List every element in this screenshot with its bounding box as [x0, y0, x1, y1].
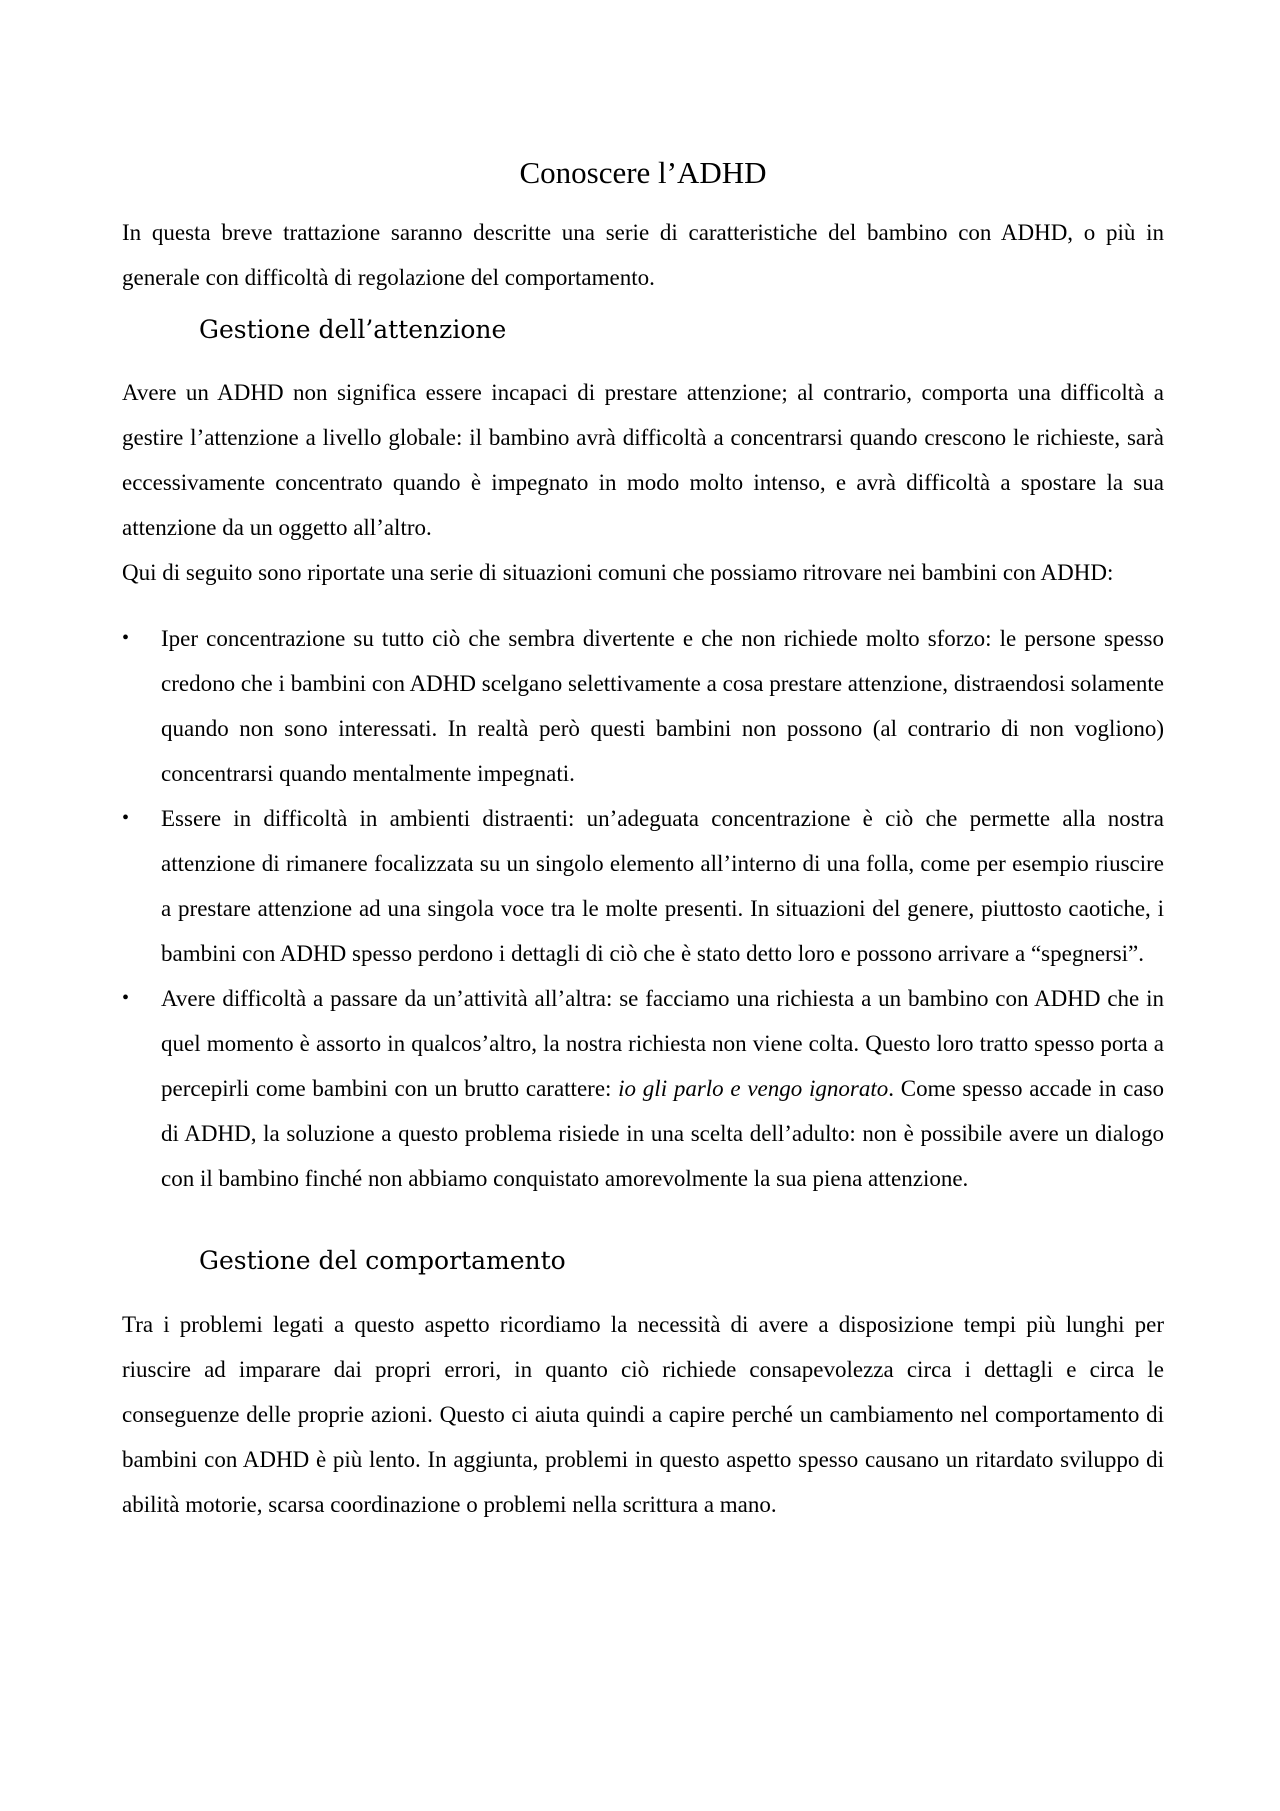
attention-paragraph-1: Avere un ADHD non significa essere incapaci di prestare attenzione; al contrario, comporta una difficoltà a gestire l’attenzione a livello globale: il bambino avrà difficoltà a concentrarsi quando crescono le richieste, sarà eccessivamente concentrato quando è impegnato in modo molto intenso, e avrà difficoltà a spostare la sua attenzione da un oggetto all’altro. — [122, 380, 1164, 540]
bullet-icon: • — [122, 987, 130, 1009]
intro-paragraph: In questa breve trattazione saranno descritte una serie di caratteristiche del bambino con ADHD, o più in generale con difficoltà di regolazione del comportamento. — [122, 220, 1164, 290]
behavior-paragraph-1: Tra i problemi legati a questo aspetto ricordiamo la necessità di avere a disposizione tempi più lunghi per riuscire ad imparare dai propri errori, in quanto ciò richiede consapevolezza circa i dettagli e circa le conseguenze delle proprie azioni. Questo ci aiuta quindi a capire perché un cambiamento nel comportamento di bambini con ADHD è più lento. In aggiunta, problemi in questo aspetto spesso causano un ritardato sviluppo di abilità motorie, scarsa coordinazione o problemi nella scrittura a mano. — [122, 1312, 1164, 1517]
list-item — [122, 976, 1164, 1201]
section-heading-behavior: Gestione del comportamento — [199, 1246, 566, 1275]
list-item-text-after: . Come spesso accade in caso di ADHD, la soluzione a questo problema risiede in una scelta dell’adulto: non è possibile avere un dialogo con il bambino finché non abbiamo conquistato amorevolmente la sua piena attenzione. — [161, 1076, 1164, 1191]
list-item-text-before: Avere difficoltà a passare da un’attività all’altra: se facciamo una richiesta a un bambino con ADHD che in quel momento è assorto in qualcos’altro, la nostra richiesta non viene colta. Questo loro tratto spesso porta a percepirli come bambini con un brutto carattere: — [161, 986, 1164, 1101]
list-item-text-italic: io gli parlo e vengo ignorato — [618, 1076, 889, 1101]
bullet-icon: • — [122, 627, 130, 649]
list-item — [122, 616, 1164, 796]
attention-paragraph-2: Qui di seguito sono riportate una serie di situazioni comuni che possiamo ritrovare nei bambini con ADHD: — [122, 560, 1114, 585]
attention-bullet-list — [122, 616, 1164, 1201]
list-item-text: Iper concentrazione su tutto ciò che sembra divertente e che non richiede molto sforzo: le persone spesso credono che i bambini con ADHD scelgano selettivamente a cosa prestare attenzione, distraendosi solamente quando non sono interessati. In realtà però questi bambini non possono (al contrario di non vogliono) concentrarsi quando mentalmente impegnati. — [161, 626, 1164, 786]
list-item — [122, 796, 1164, 976]
document-title: Conoscere l’ADHD — [519, 155, 767, 190]
bullet-icon: • — [122, 807, 130, 829]
section-heading-attention: Gestione dell’attenzione — [199, 315, 507, 344]
document-page — [122, 150, 1164, 1527]
list-item-text: Essere in difficoltà in ambienti distraenti: un’adeguata concentrazione è ciò che permette alla nostra attenzione di rimanere focalizzata su un singolo elemento all’interno di una folla, come per esempio riuscire a prestare attenzione ad una singola voce tra le molte presenti. In situazioni del genere, piuttosto caotiche, i bambini con ADHD spesso perdono i dettagli di ciò che è stato detto loro e possono arrivare a “spegnersi”. — [161, 806, 1164, 966]
